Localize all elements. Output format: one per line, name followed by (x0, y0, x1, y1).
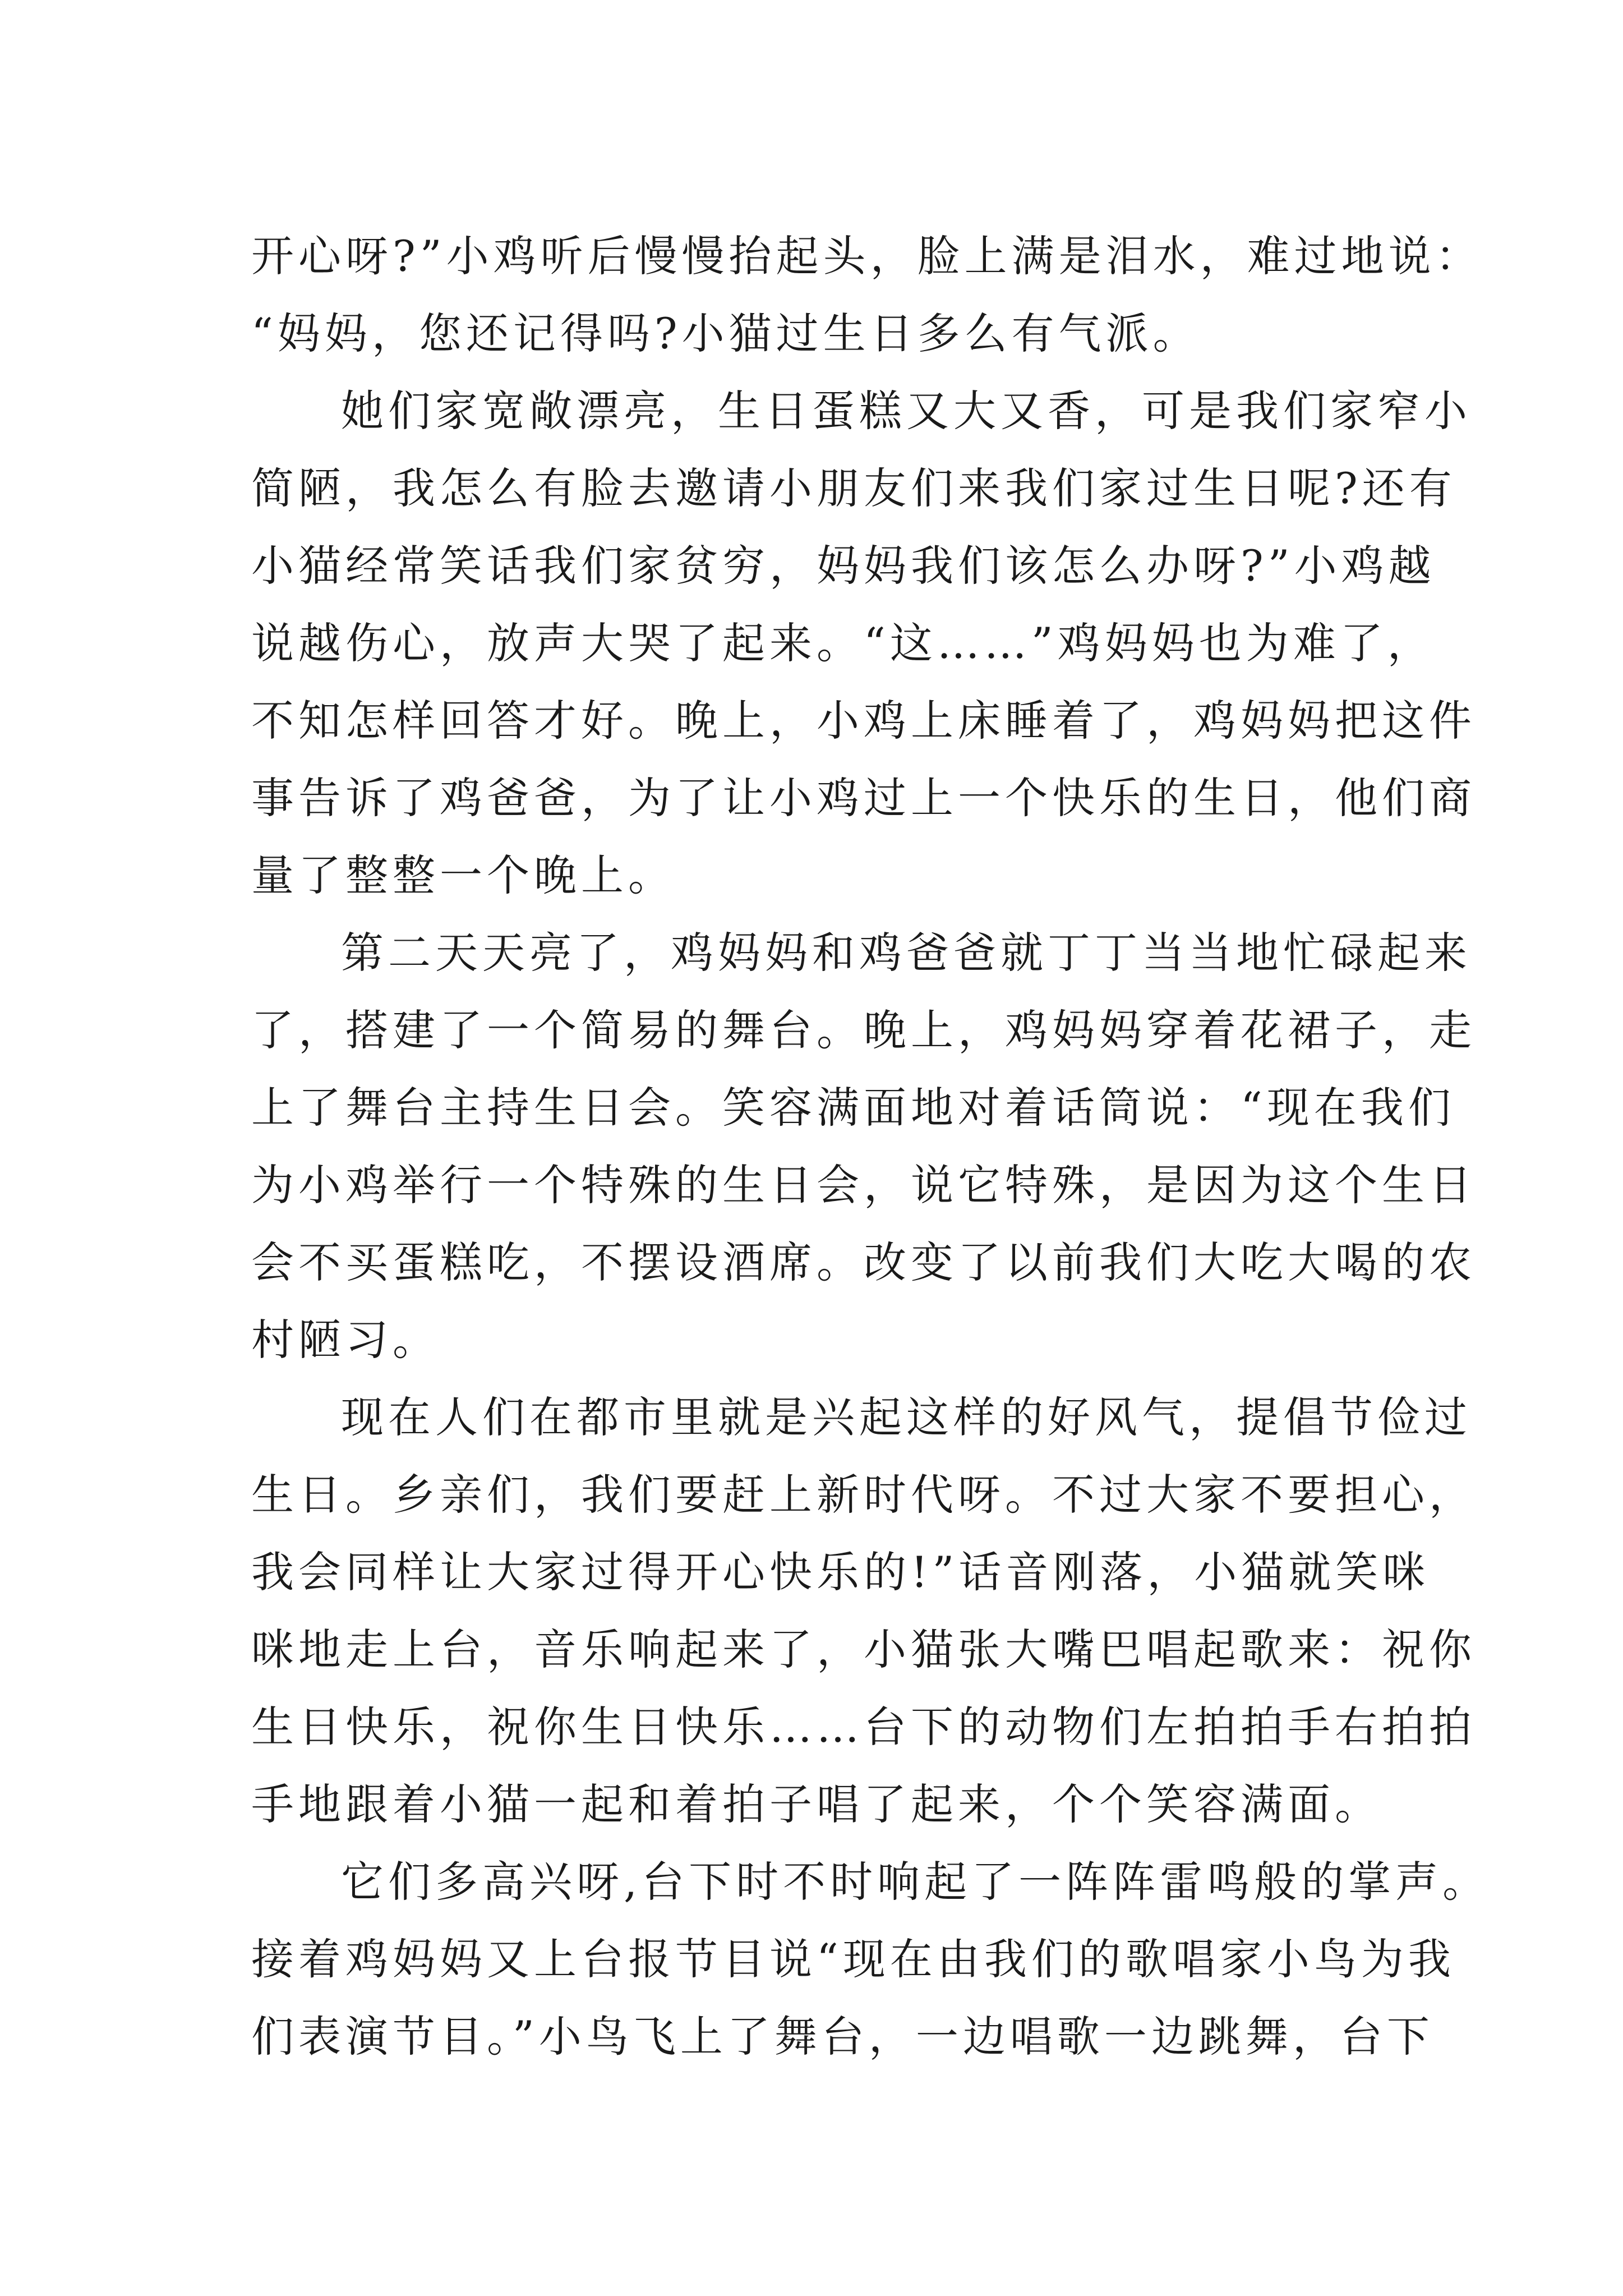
text-line: 我会同样让大家过得开心快乐的!”话音刚落，小猫就笑咪 (251, 1547, 1430, 1597)
text-line: 开心呀?”小鸡听后慢慢抬起头，脸上满是泪水，难过地说： (251, 231, 1483, 281)
text-line: 村陋习。 (251, 1315, 440, 1365)
text-line: 量了整整一个晚上。 (251, 850, 675, 900)
paragraph-2 (251, 372, 1476, 914)
paragraph-5 (251, 1843, 1490, 2076)
text-line: 接着鸡妈妈又上台报节目说“现在由我们的歌唱家小鸟为我 (251, 1934, 1455, 1984)
paragraph-3 (251, 914, 1476, 1379)
text-line: 简陋，我怎么有脸去邀请小朋友们来我们家过生日呢?还有 (251, 463, 1456, 513)
text-line: 了，搭建了一个简易的舞台。晚上，鸡妈妈穿着花裙子，走 (251, 1005, 1476, 1055)
text-line: 咪地走上台，音乐响起来了，小猫张大嘴巴唱起歌来：祝你 (251, 1625, 1476, 1674)
text-line: 现在人们在都市里就是兴起这样的好风气，提倡节俭过 (341, 1392, 1472, 1442)
text-line: 事告诉了鸡爸爸，为了让小鸡过上一个快乐的生日，他们商 (251, 773, 1476, 823)
text-line: 她们家宽敞漂亮，生日蛋糕又大又香，可是我们家窄小 (341, 386, 1472, 436)
text-line: 生日。乡亲们，我们要赶上新时代呀。不过大家不要担心， (251, 1470, 1476, 1520)
text-line: 上了舞台主持生日会。笑容满面地对着话筒说：“现在我们 (251, 1083, 1455, 1133)
text-line: 手地跟着小猫一起和着拍子唱了起来，个个笑容满面。 (251, 1779, 1382, 1829)
text-line: 第二天天亮了，鸡妈妈和鸡爸爸就丁丁当当地忙碌起来 (341, 928, 1472, 978)
text-line: 小猫经常笑话我们家贫穷，妈妈我们该怎么办呀?”小鸡越 (251, 541, 1436, 591)
text-line: 为小鸡举行一个特殊的生日会，说它特殊，是因为这个生日 (251, 1160, 1476, 1210)
text-line: 不知怎样回答才好。晚上，小鸡上床睡着了，鸡妈妈把这件 (251, 696, 1476, 746)
text-line: 们表演节目。”小鸟飞上了舞台，一边唱歌一边跳舞，台下 (251, 2012, 1434, 2062)
text-line: 生日快乐，祝你生日快乐……台下的动物们左拍拍手右拍拍 (251, 1702, 1476, 1752)
text-line: 它们多高兴呀,台下时不时响起了一阵阵雷鸣般的掌声。 (341, 1857, 1490, 1907)
text-line: 说越伤心，放声大哭了起来。“这……”鸡妈妈也为难了， (251, 618, 1435, 668)
text-line: “妈妈，您还记得吗?小猫过生日多么有气派。 (251, 309, 1200, 358)
body-text (251, 218, 1490, 2076)
text-line: 会不买蛋糕吃，不摆设酒席。改变了以前我们大吃大喝的农 (251, 1237, 1476, 1287)
paragraph-4 (251, 1379, 1476, 1843)
paragraph-1 (251, 218, 1483, 372)
